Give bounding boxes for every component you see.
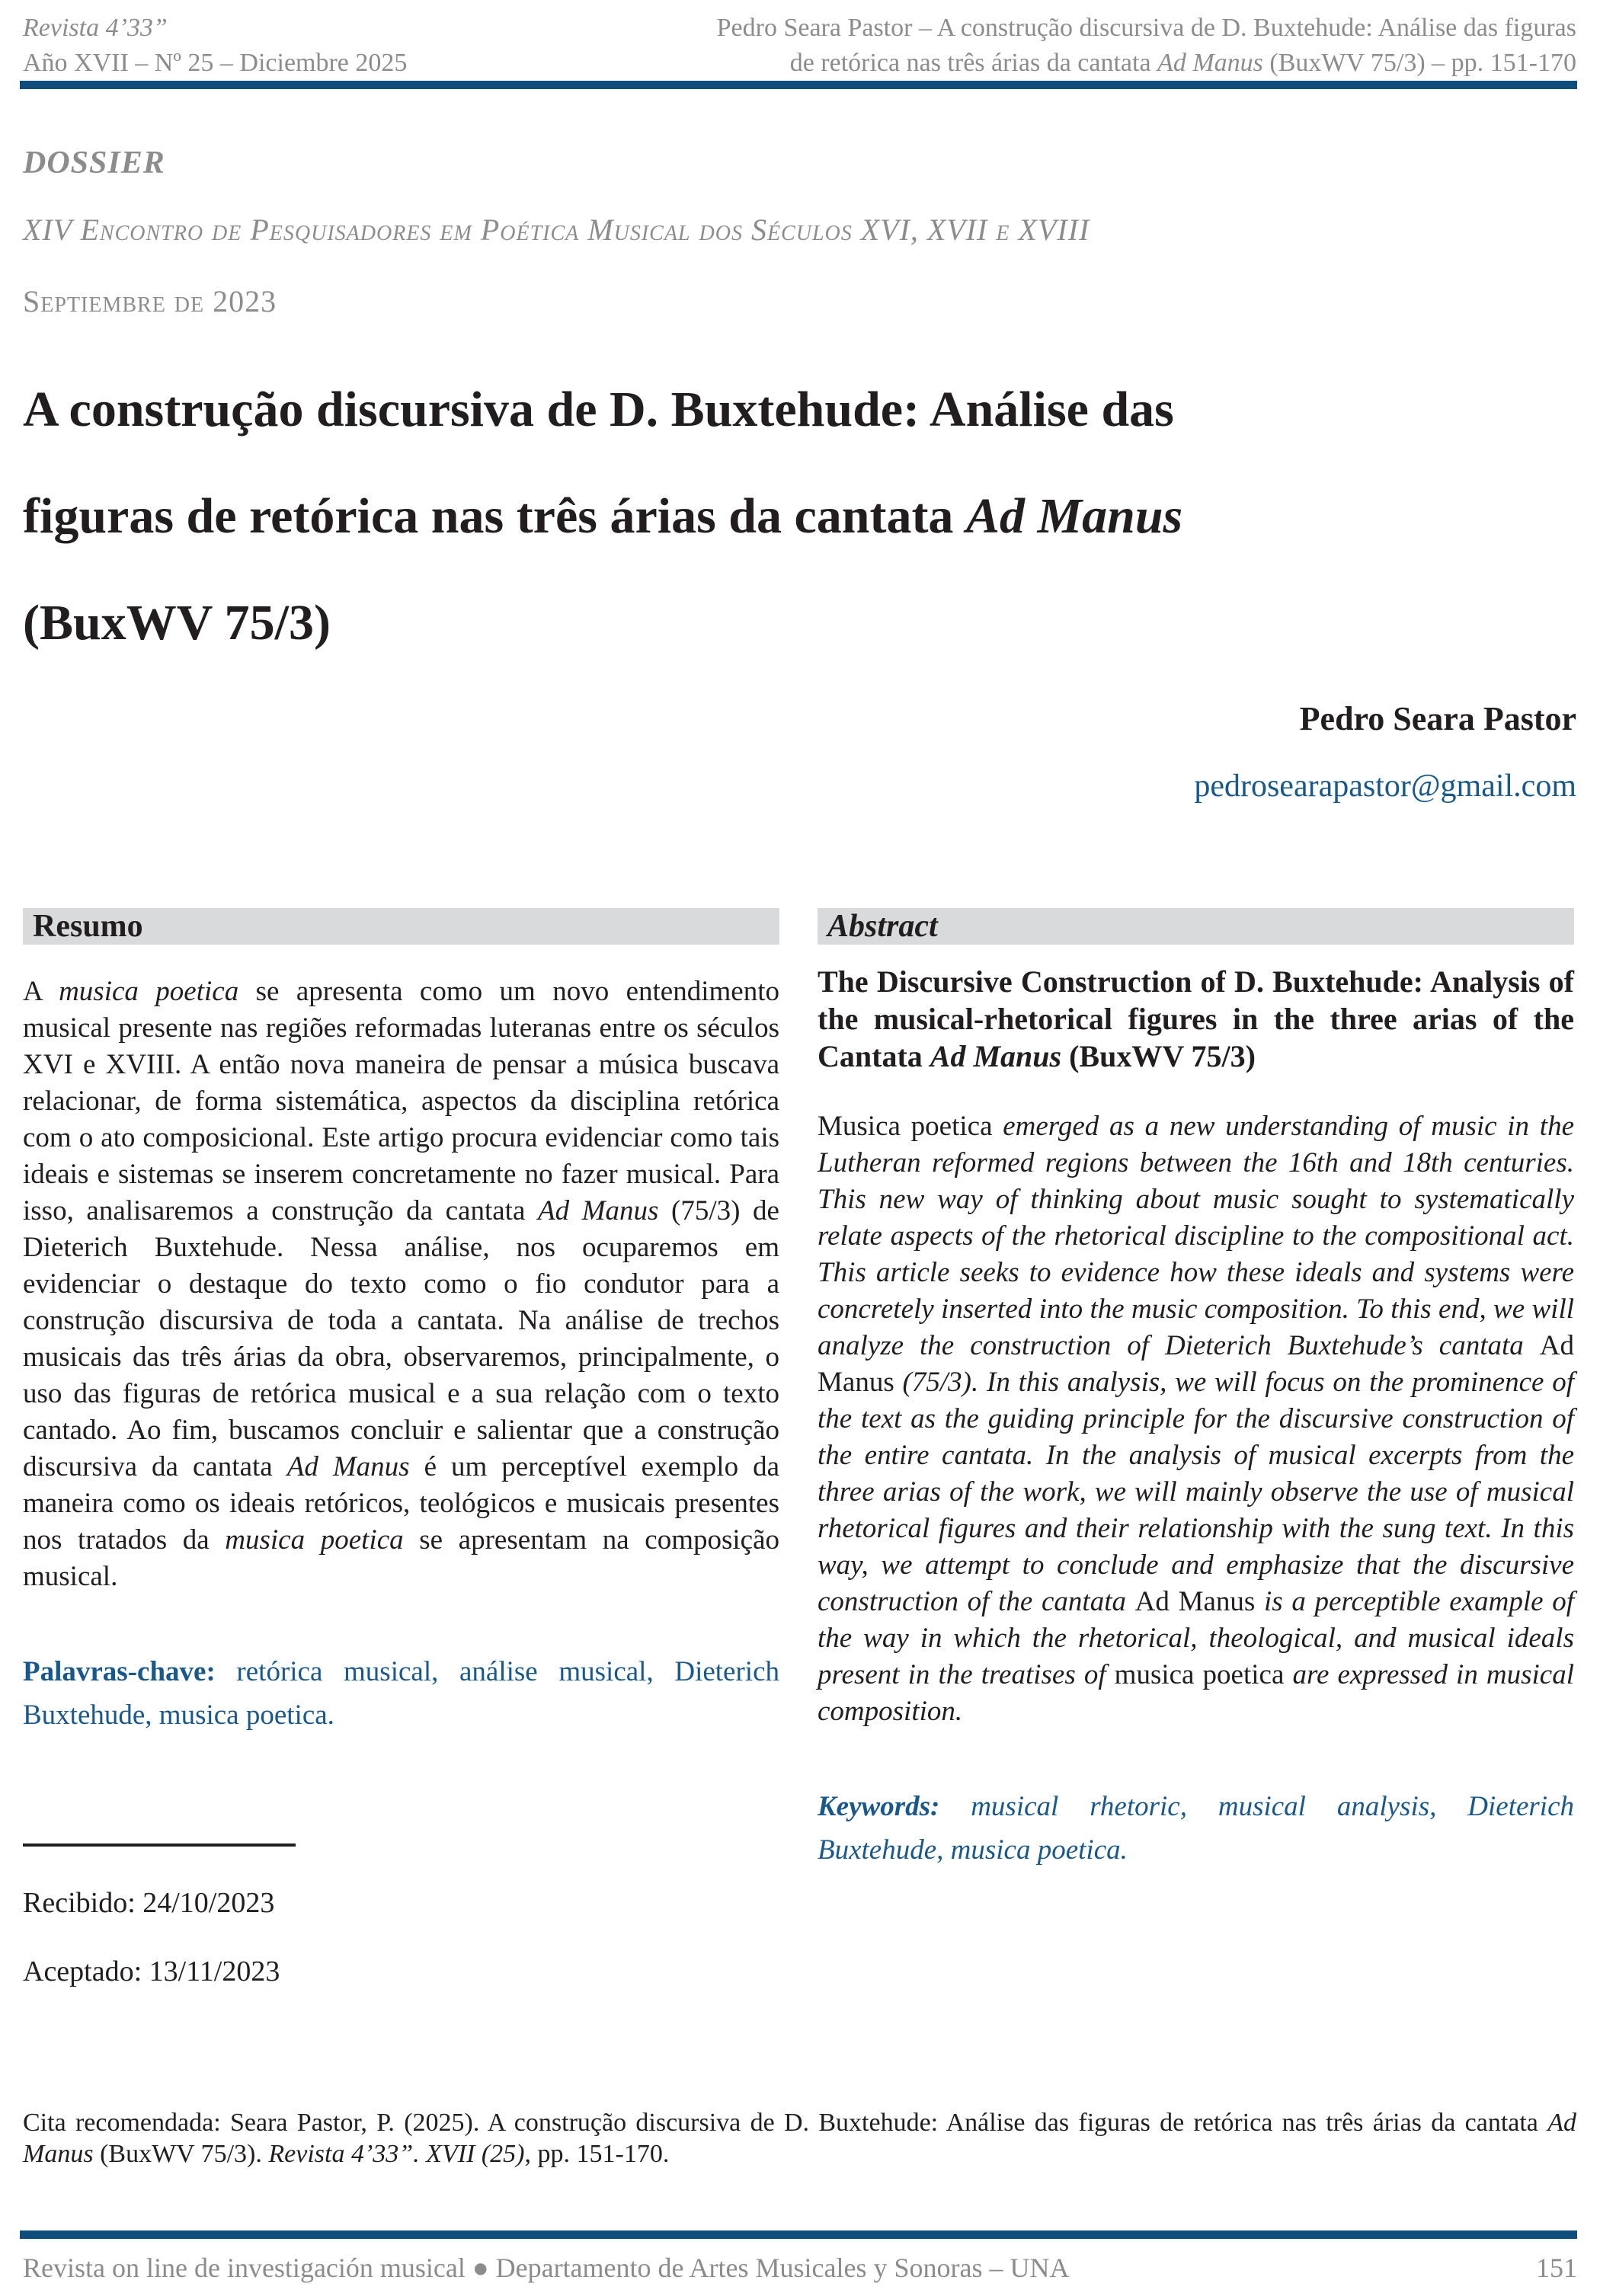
received-date: Recibido: 24/10/2023 [23, 1887, 275, 1919]
article-title [23, 357, 1576, 676]
page-footer [23, 2252, 1577, 2284]
abstract-columns [23, 908, 1574, 1988]
event-title: XIV Encontro de Pesquisadores em Poética Musical dos Séculos XVI, XVII e XVIII [23, 213, 1090, 247]
issue-info: Año XVII – Nº 25 – Diciembre 2025 [23, 49, 408, 77]
running-title [717, 11, 1576, 81]
footnote-rule [23, 1844, 296, 1847]
page-number: 151 [1536, 2253, 1577, 2283]
header-divider-bar [20, 81, 1577, 89]
journal-name: Revista 4’33” [23, 14, 168, 42]
author-email-link[interactable]: pedrosearapastor@gmail.com [1194, 769, 1576, 804]
abstract-body: Musica poetica emerged as a new understanding of music in the Lutheran reformed regions between the 16th and 18th centuries. This new way of thinking about music sought to systematically relate aspects of the rhetorical discipline to the compositional act. This article seeks to evidence how these ideals and systems were concretely inserted into the music composition. To this end, we will analyze the construction of Dieterich Buxtehude’s cantata Ad Manus (75/3). In this analysis, we will focus on the prominence of the text as the guiding principle for the discursive construction of the entire cantata. In the analysis of musical excerpts from the three arias of the work, we will mainly observe the use of musical rhetorical figures and their relationship with the sung text. In this way, we attempt to conclude and emphasize that the discursive construction of the cantata Ad Manus is a perceptible example of the way in which the rhetorical, theological, and musical ideals present in the treatises of musica poetica are expressed in musical composition. [818, 1111, 1574, 1727]
abstract-section [818, 908, 1574, 1988]
abstract-title-en: The Discursive Construction of D. Buxtehude: Analysis of the musical-rhetorical figures in the three arias of the Cantata Ad Manus (BuxWV 75/3) [818, 964, 1574, 1073]
recommended-citation: Cita recomendada: Seara Pastor, P. (2025). A construção discursiva de D. Buxtehude: Análise das figuras de retórica nas três árias da cantata Ad Manus (BuxWV 75/3). Revista 4’33”. XVII (25), pp. 151-170. [23, 2109, 1576, 2168]
running-title-line1: Pedro Seara Pastor – A construção discursiva de D. Buxtehude: Análise das figuras [716, 14, 1576, 42]
article-title-line1: A construção discursiva de D. Buxtehude: Análise das [23, 382, 1174, 437]
journal-info [23, 11, 407, 81]
dossier-label: DOSSIER [23, 145, 165, 181]
keywords: Keywords: musical rhetoric, musical analysis, Dieterich Buxtehude, musica poetica. [818, 1791, 1574, 1866]
palavras-chave: Palavras-chave: retórica musical, análise musical, Dieterich Buxtehude, musica poetica. [23, 1656, 779, 1731]
event-date: Septiembre de 2023 [23, 284, 277, 318]
resumo-heading: Resumo [23, 908, 779, 945]
author-name: Pedro Seara Pastor [1299, 700, 1576, 737]
article-title-line3: (BuxWV 75/3) [23, 595, 331, 651]
resumo-section [23, 908, 779, 1988]
footer-divider-bar [20, 2230, 1577, 2239]
article-title-line2: figuras de retórica nas três árias da cantata Ad Manus [23, 488, 1183, 544]
footer-journal-info: Revista on line de investigación musical ● Departamento de Artes Musicales y Sonoras – UNA [23, 2253, 1070, 2283]
accepted-date: Aceptado: 13/11/2023 [23, 1955, 280, 1987]
abstract-heading: Abstract [818, 908, 1574, 945]
running-title-line2: de retórica nas três árias da cantata Ad Manus (BuxWV 75/3) – pp. 151-170 [789, 49, 1576, 77]
resumo-body: A musica poetica se apresenta como um novo entendimento musical presente nas regiões reformadas luteranas entre os séculos XVI e XVIII. A então nova maneira de pensar a música buscava relacionar, de forma sistemática, aspectos da disciplina retórica com o ato composicional. Este artigo procura evidenciar como tais ideais e sistemas se inserem concretamente no fazer musical. Para isso, analisaremos a construção da cantata Ad Manus (75/3) de Dieterich Buxtehude. Nessa análise, nos ocuparemos em evidenciar o destaque do texto como o fio condutor para a construção discursiva de toda a cantata. Na análise de trechos musicais das três árias da obra, observaremos, principalmente, o uso das figuras de retórica musical e a sua relação com o texto cantado. Ao fim, buscamos concluir e salientar que a construção discursiva da cantata Ad Manus é um perceptível exemplo da maneira como os ideais retóricos, teológicos e musicais presentes nos tratados da musica poetica se apresentam na composição musical. [23, 976, 780, 1592]
page-header [23, 11, 1576, 81]
